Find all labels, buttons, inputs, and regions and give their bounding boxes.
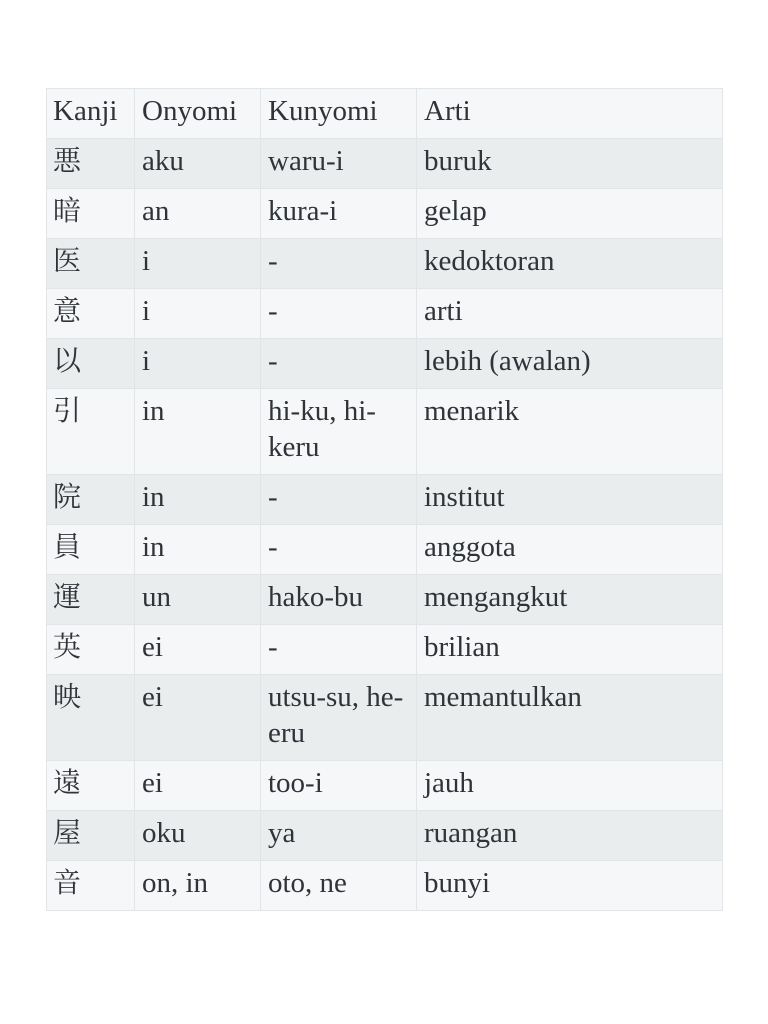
header-kanji: Kanji [47, 89, 135, 139]
arti-cell: mengangkut [417, 575, 723, 625]
kunyomi-cell: waru-i [261, 139, 417, 189]
kunyomi-cell: - [261, 475, 417, 525]
kunyomi-cell: ya [261, 811, 417, 861]
kanji-cell: 音 [47, 861, 135, 911]
kanji-cell: 以 [47, 339, 135, 389]
onyomi-cell: aku [135, 139, 261, 189]
arti-cell: ruangan [417, 811, 723, 861]
arti-cell: institut [417, 475, 723, 525]
arti-cell: memantulkan [417, 675, 723, 761]
arti-cell: arti [417, 289, 723, 339]
table-row [47, 389, 723, 475]
header-kunyomi: Kunyomi [261, 89, 417, 139]
onyomi-cell: i [135, 339, 261, 389]
onyomi-cell: in [135, 389, 261, 475]
table-row [47, 475, 723, 525]
kunyomi-cell: hi-ku, hi-keru [261, 389, 417, 475]
table-row [47, 189, 723, 239]
arti-cell: anggota [417, 525, 723, 575]
arti-cell: gelap [417, 189, 723, 239]
kanji-cell: 引 [47, 389, 135, 475]
table-row [47, 239, 723, 289]
kunyomi-cell: - [261, 625, 417, 675]
header-arti: Arti [417, 89, 723, 139]
arti-cell: lebih (awalan) [417, 339, 723, 389]
table-row [47, 575, 723, 625]
kanji-cell: 屋 [47, 811, 135, 861]
onyomi-cell: in [135, 475, 261, 525]
kanji-cell: 英 [47, 625, 135, 675]
kanji-table [46, 88, 723, 911]
arti-cell: bunyi [417, 861, 723, 911]
arti-cell: buruk [417, 139, 723, 189]
kunyomi-cell: too-i [261, 761, 417, 811]
onyomi-cell: i [135, 239, 261, 289]
onyomi-cell: ei [135, 625, 261, 675]
table-header-row [47, 89, 723, 139]
onyomi-cell: i [135, 289, 261, 339]
kanji-cell: 院 [47, 475, 135, 525]
table-row [47, 625, 723, 675]
onyomi-cell: an [135, 189, 261, 239]
onyomi-cell: oku [135, 811, 261, 861]
kanji-cell: 暗 [47, 189, 135, 239]
kunyomi-cell: hako-bu [261, 575, 417, 625]
table-row [47, 811, 723, 861]
table-row [47, 525, 723, 575]
table-row [47, 289, 723, 339]
arti-cell: brilian [417, 625, 723, 675]
kunyomi-cell: - [261, 239, 417, 289]
kunyomi-cell: oto, ne [261, 861, 417, 911]
onyomi-cell: un [135, 575, 261, 625]
header-onyomi: Onyomi [135, 89, 261, 139]
kunyomi-cell: - [261, 525, 417, 575]
kunyomi-cell: - [261, 339, 417, 389]
table-row [47, 675, 723, 761]
table-row [47, 761, 723, 811]
arti-cell: jauh [417, 761, 723, 811]
onyomi-cell: ei [135, 761, 261, 811]
kunyomi-cell: kura-i [261, 189, 417, 239]
onyomi-cell: on, in [135, 861, 261, 911]
kanji-cell: 遠 [47, 761, 135, 811]
table-row [47, 139, 723, 189]
kunyomi-cell: utsu-su, he-eru [261, 675, 417, 761]
kanji-cell: 員 [47, 525, 135, 575]
kanji-cell: 意 [47, 289, 135, 339]
kanji-cell: 運 [47, 575, 135, 625]
kanji-cell: 悪 [47, 139, 135, 189]
kanji-cell: 医 [47, 239, 135, 289]
onyomi-cell: in [135, 525, 261, 575]
arti-cell: menarik [417, 389, 723, 475]
kanji-cell: 映 [47, 675, 135, 761]
arti-cell: kedoktoran [417, 239, 723, 289]
kunyomi-cell: - [261, 289, 417, 339]
table-row [47, 339, 723, 389]
onyomi-cell: ei [135, 675, 261, 761]
table-row [47, 861, 723, 911]
